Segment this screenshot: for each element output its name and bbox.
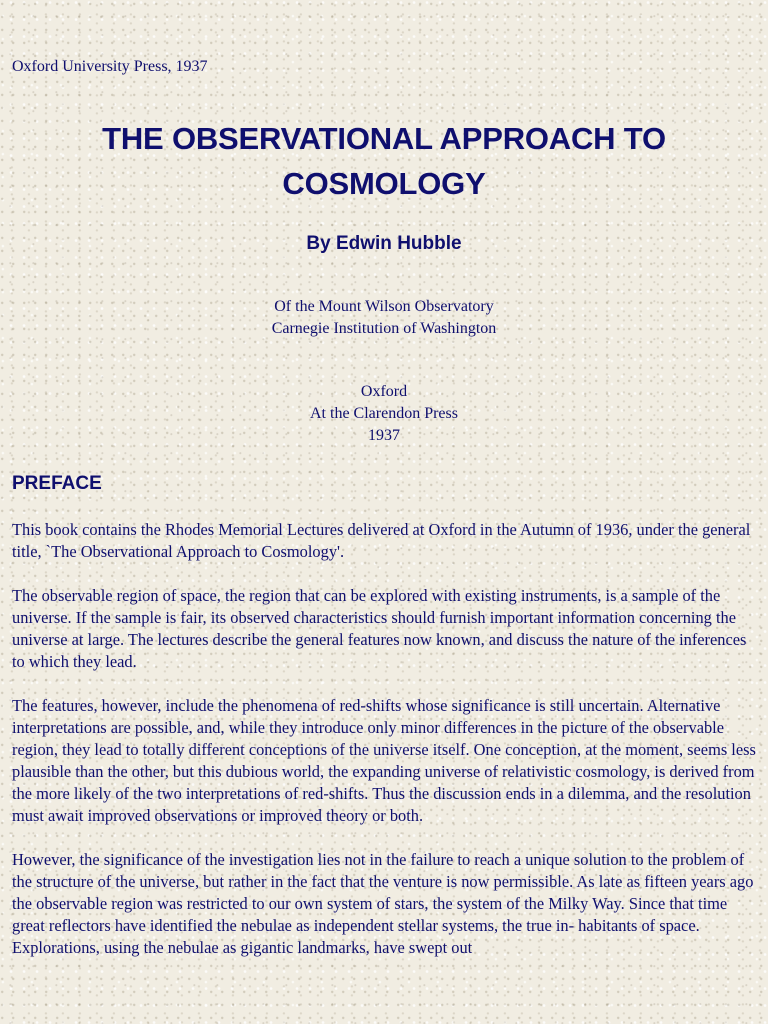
book-title-line-2: COSMOLOGY [282, 166, 486, 201]
affiliation-line-1: Of the Mount Wilson Observatory [274, 298, 494, 315]
author-affiliation [0, 296, 768, 340]
imprint-line-2: At the Clarendon Press [310, 405, 458, 422]
publisher-line: Oxford University Press, 1937 [12, 58, 208, 75]
publisher-imprint [0, 381, 768, 447]
preface-body [0, 519, 768, 959]
preface-paragraph: The observable region of space, the region that can be explored with existing instruments, is a sample of the universe. If the sample is fair, its observed characteristics should furnish important information concerning the universe at large. The lectures describe the general features now known, and discuss the nature of the inferences to which they lead. [12, 586, 747, 671]
book-title [0, 116, 768, 206]
preface-paragraph: This book contains the Rhodes Memorial Lectures delivered at Oxford in the Autumn of 1936, under the general title, `The Observational Approach to Cosmology'. [12, 520, 751, 561]
book-title-line-1: THE OBSERVATIONAL APPROACH TO [102, 121, 666, 156]
imprint-line-3: 1937 [368, 427, 400, 444]
author-byline: By Edwin Hubble [306, 233, 462, 254]
affiliation-line-2: Carnegie Institution of Washington [271, 320, 497, 337]
imprint-line-1: Oxford [360, 383, 408, 400]
preface-paragraph: The features, however, include the phenomena of red-shifts whose significance is still uncertain. Alternative interpretations are possible, and, while they introduce only minor differences in the picture of the observable region, they lead to totally different conceptions of the universe itself. One conception, at the moment, seems less plausible than the other, but this dubious world, the expanding universe of relativistic cosmology, is derived from the more likely of the two interpretations of red-shifts. Thus the discussion ends in a dilemma, and the resolution must await improved observations or improved theory or both. [12, 696, 756, 825]
preface-heading: PREFACE [12, 473, 102, 494]
preface-paragraph: However, the significance of the investigation lies not in the failure to reach a unique solution to the problem of the structure of the universe, but rather in the fact that the venture is now permissible. As late as fifteen years ago the observable region was restricted to our own system of stars, the system of the Milky Way. Since that time great reflectors have identified the nebulae as independent stellar systems, the true in- habitants of space. Explorations, using the nebulae as gigantic landmarks, have swept out [12, 850, 754, 957]
